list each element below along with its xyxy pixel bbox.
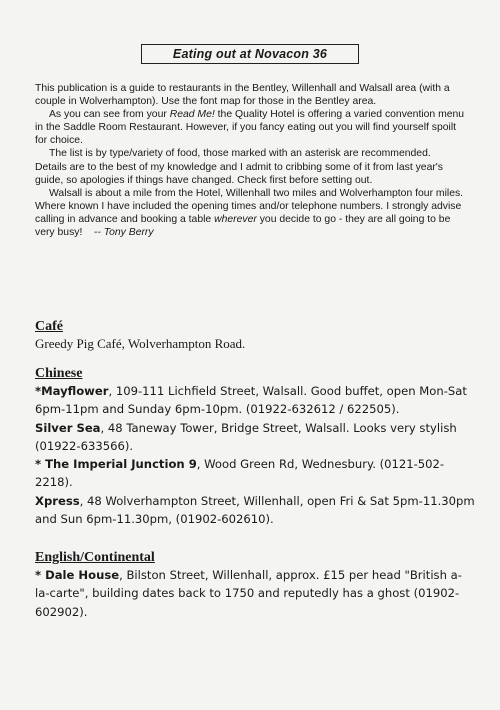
cafe-entry: Greedy Pig Café, Wolverhampton Road. [35,336,246,351]
read-me-reference: Read Me! [169,109,215,121]
intro-p2-start: As you can see from your [49,109,170,121]
restaurant-details: , 48 Taneway Tower, Bridge Street, Walsall. Looks very stylish (01922-633566). [35,420,457,453]
intro-p4-emphasis: wherever [214,213,257,225]
restaurant-name: *Mayflower [35,384,109,398]
list-item [35,455,475,492]
page-title: Eating out at Novacon 36 [141,44,359,64]
section-heading-chinese: Chinese [35,366,83,381]
intro-paragraph-1: This publication is a guide to restaurants in the Bentley, Willenhall and Walsall area (with a couple in Wolverhampton). Use the font map for those in the Bentley area. [35,83,450,108]
restaurant-name: Xpress [35,493,80,508]
restaurant-name: * Dale House [35,568,120,582]
intro-paragraph-2 [35,108,465,147]
list-item [35,492,475,529]
restaurant-name: * The Imperial Junction 9 [35,457,197,472]
restaurant-details: , Wood Green Rd, Wednesbury. (0121-502-2218). [35,457,445,490]
intro-p4-start: Walsall is about a mile from the Hotel, Willenhall two miles and Wolverhampton four miles. Where known I have included the opening times and/or telephone numbers. I strongly advise calling in advance and booking a table [35,187,464,225]
intro-p2-end: the Quality Hotel is offering a varied convention menu in the Saddle Room Restaurant. However, if you fancy eating out you will find yourself spoilt for choice. [35,109,465,147]
restaurant-details: , 109-111 Lichfield Street, Walsall. Good buffet, open Mon-Sat 6pm-11pm and Sunday 6pm-10pm. (01922-632612 / 622505). [35,384,467,417]
chinese-entries [35,382,475,528]
restaurant-details: , 48 Wolverhampton Street, Willenhall, open Fri & Sat 5pm-11.30pm and Sun 6pm-11.30pm, (01902-602610). [35,493,475,527]
intro-paragraph-3: The list is by type/variety of food, those marked with an asterisk are recommended. Details are to the best of my knowledge and I admit to cribbing some of it from last year's guide, so apologies if things have changed. Check first before setting out. [35,148,443,186]
intro-p4-end: you decide to go - they are all going to be very busy! [35,213,451,239]
section-chinese [35,365,475,528]
list-item [35,566,475,621]
restaurant-name: Silver Sea [35,420,101,435]
list-item [35,382,475,419]
english-entries [35,566,475,621]
section-cafe [35,318,475,352]
list-item [35,419,475,456]
intro-paragraph-4 [35,187,465,239]
restaurant-details: , Bilston Street, Willenhall, approx. £15 per head "British a-la-carte", building dates back to 1750 and reputedly has a ghost (01902-602902). [35,568,462,619]
intro-text [35,82,465,239]
author-signature: -- Tony Berry [93,227,154,239]
section-heading-english: English/Continental [35,550,155,565]
section-heading-cafe: Café [35,319,63,334]
section-english-continental [35,549,475,621]
